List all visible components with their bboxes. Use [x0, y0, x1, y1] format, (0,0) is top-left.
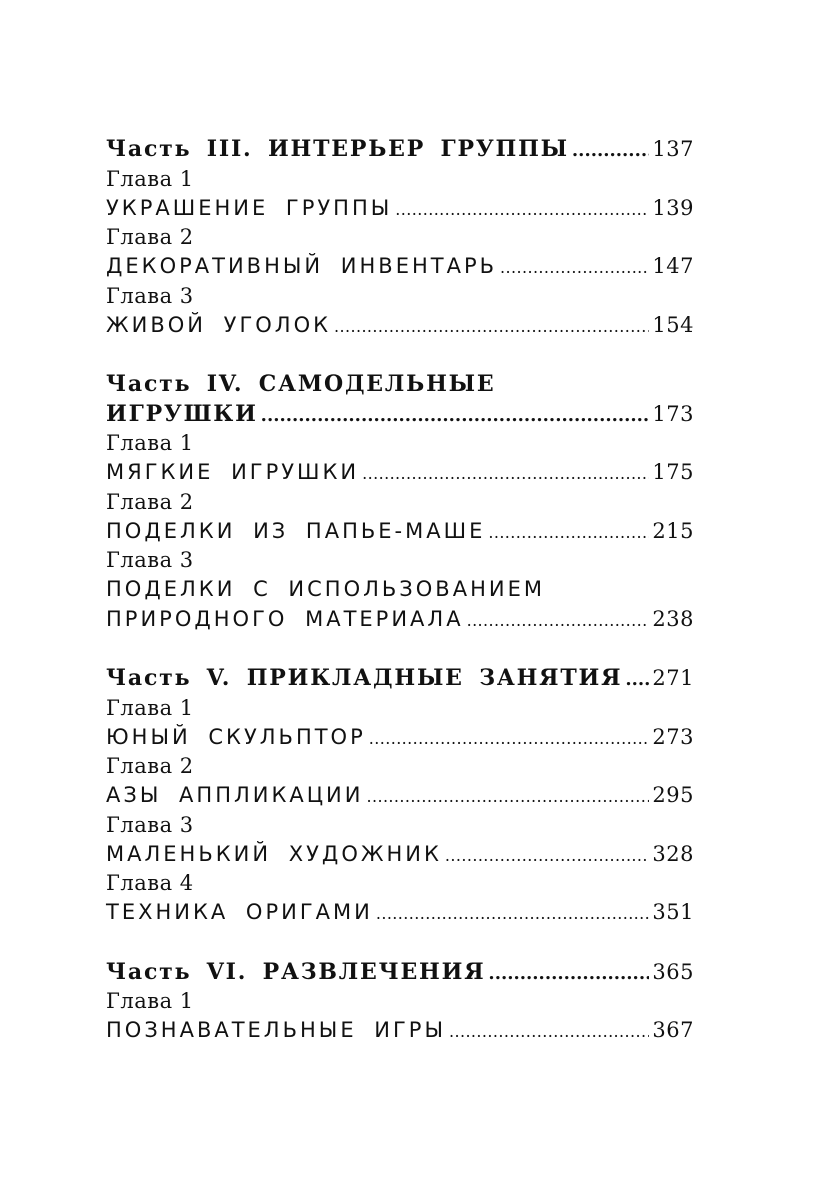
dot-leader — [261, 400, 650, 431]
part-heading-line-text: Часть VI. РАЗВЛЕЧЕНИЯ — [106, 958, 486, 985]
page-number: 175 — [652, 460, 694, 484]
toc-chapter-entry[interactable] — [106, 546, 694, 634]
part-heading[interactable] — [106, 958, 694, 988]
chapter-title-line-text: ПРИРОДНОГО МАТЕРИАЛА — [106, 606, 464, 631]
dot-leader — [445, 840, 650, 871]
page-number: 351 — [652, 900, 694, 924]
toc-chapter-entry[interactable] — [106, 869, 694, 928]
chapter-title-line — [106, 1016, 694, 1046]
chapter-label: Глава 1 — [106, 166, 194, 191]
toc-part — [106, 664, 694, 928]
chapter-label: Глава 4 — [106, 871, 194, 895]
dot-leader — [362, 458, 649, 489]
chapter-title-line-text: ДЕКОРАТИВНЫЙ ИНВЕНТАРЬ — [106, 254, 498, 278]
part-heading-line — [106, 400, 694, 430]
toc-chapter-entry[interactable] — [106, 752, 694, 811]
chapter-label: Глава 3 — [106, 283, 194, 308]
toc-chapter-entry[interactable] — [106, 694, 694, 753]
chapter-title-line-text: ЮНЫЙ СКУЛЬПТОР — [106, 724, 366, 749]
page-number: 365 — [652, 959, 694, 984]
page-number: 295 — [652, 783, 694, 807]
chapter-title-line — [106, 458, 694, 488]
toc-chapter-entry[interactable] — [106, 811, 694, 870]
part-heading-line — [106, 664, 694, 694]
toc-chapter-entry[interactable] — [106, 165, 694, 224]
toc-part — [106, 135, 694, 340]
part-heading-line-text: Часть V. ПРИКЛАДНЫЕ ЗАНЯТИЯ — [106, 665, 623, 691]
dot-leader — [366, 781, 649, 812]
chapter-title-line — [106, 252, 694, 282]
chapter-title-line — [106, 781, 694, 811]
chapter-title-line-text: АЗЫ АППЛИКАЦИИ — [106, 783, 364, 807]
part-heading-line-text: ИГРУШКИ — [106, 400, 258, 427]
page-number: 271 — [652, 666, 694, 690]
chapter-title-line-text: ПОДЕЛКИ ИЗ ПАПЬЕ-МАШЕ — [106, 518, 486, 543]
dot-leader — [488, 517, 649, 548]
table-of-contents — [106, 135, 694, 1076]
dot-leader — [369, 723, 650, 754]
dot-leader — [625, 664, 649, 695]
page-number: 238 — [652, 606, 694, 631]
page-number: 328 — [652, 841, 694, 866]
chapter-title-line — [106, 840, 694, 870]
dot-leader — [449, 1016, 649, 1047]
chapter-title-line-text: ПОДЕЛКИ С ИСПОЛЬЗОВАНИЕМ — [106, 577, 545, 601]
chapter-label: Глава 2 — [106, 754, 194, 778]
page-number: 173 — [652, 401, 694, 426]
page-number: 367 — [652, 1018, 694, 1042]
page-number: 147 — [652, 254, 694, 278]
toc-part — [106, 370, 694, 634]
page-number: 215 — [652, 518, 694, 543]
dot-leader — [376, 898, 650, 929]
chapter-title-line-text: ПОЗНАВАТЕЛЬНЫЕ ИГРЫ — [106, 1018, 446, 1042]
part-heading-line-text: Часть III. ИНТЕРЬЕР ГРУППЫ — [106, 136, 569, 162]
part-heading[interactable] — [106, 664, 694, 694]
chapter-title-line — [106, 311, 694, 341]
toc-chapter-entry[interactable] — [106, 488, 694, 547]
part-heading-line — [106, 958, 694, 988]
part-heading-line-text: Часть IV. САМОДЕЛЬНЫЕ — [106, 371, 496, 397]
chapter-label: Глава 3 — [106, 548, 194, 572]
chapter-label: Глава 2 — [106, 489, 194, 514]
dot-leader — [572, 135, 650, 166]
toc-chapter-entry[interactable] — [106, 987, 694, 1046]
chapter-title-line — [106, 575, 694, 605]
dot-leader — [467, 605, 650, 636]
chapter-label: Глава 1 — [106, 989, 194, 1013]
toc-part — [106, 958, 694, 1046]
chapter-label: Глава 2 — [106, 225, 194, 249]
chapter-title-line-text: ЖИВОЙ УГОЛОК — [106, 312, 332, 337]
chapter-title-line-text: МЯГКИЕ ИГРУШКИ — [106, 460, 360, 484]
chapter-title-line — [106, 898, 694, 928]
chapter-label: Глава 3 — [106, 812, 194, 837]
part-heading-line — [106, 370, 694, 400]
part-heading[interactable] — [106, 370, 694, 429]
toc-chapter-entry[interactable] — [106, 223, 694, 282]
page-number: 137 — [652, 137, 694, 161]
toc-chapter-entry[interactable] — [106, 429, 694, 488]
dot-leader — [334, 311, 649, 342]
chapter-title-line-text: МАЛЕНЬКИЙ ХУДОЖНИК — [106, 841, 442, 866]
dot-leader — [488, 958, 649, 989]
dot-leader — [395, 194, 649, 225]
chapter-title-line-text: ТЕХНИКА ОРИГАМИ — [106, 900, 373, 924]
chapter-title-line-text: УКРАШЕНИЕ ГРУППЫ — [106, 195, 393, 220]
page-number: 273 — [652, 724, 694, 749]
chapter-title-line — [106, 723, 694, 753]
chapter-title-line — [106, 605, 694, 635]
dot-leader — [500, 252, 649, 283]
chapter-label: Глава 1 — [106, 695, 194, 720]
chapter-title-line — [106, 194, 694, 224]
chapter-label: Глава 1 — [106, 431, 194, 455]
page-number: 154 — [652, 312, 694, 337]
page-number: 139 — [652, 195, 694, 220]
toc-chapter-entry[interactable] — [106, 282, 694, 341]
part-heading[interactable] — [106, 135, 694, 165]
chapter-title-line — [106, 517, 694, 547]
part-heading-line — [106, 135, 694, 165]
